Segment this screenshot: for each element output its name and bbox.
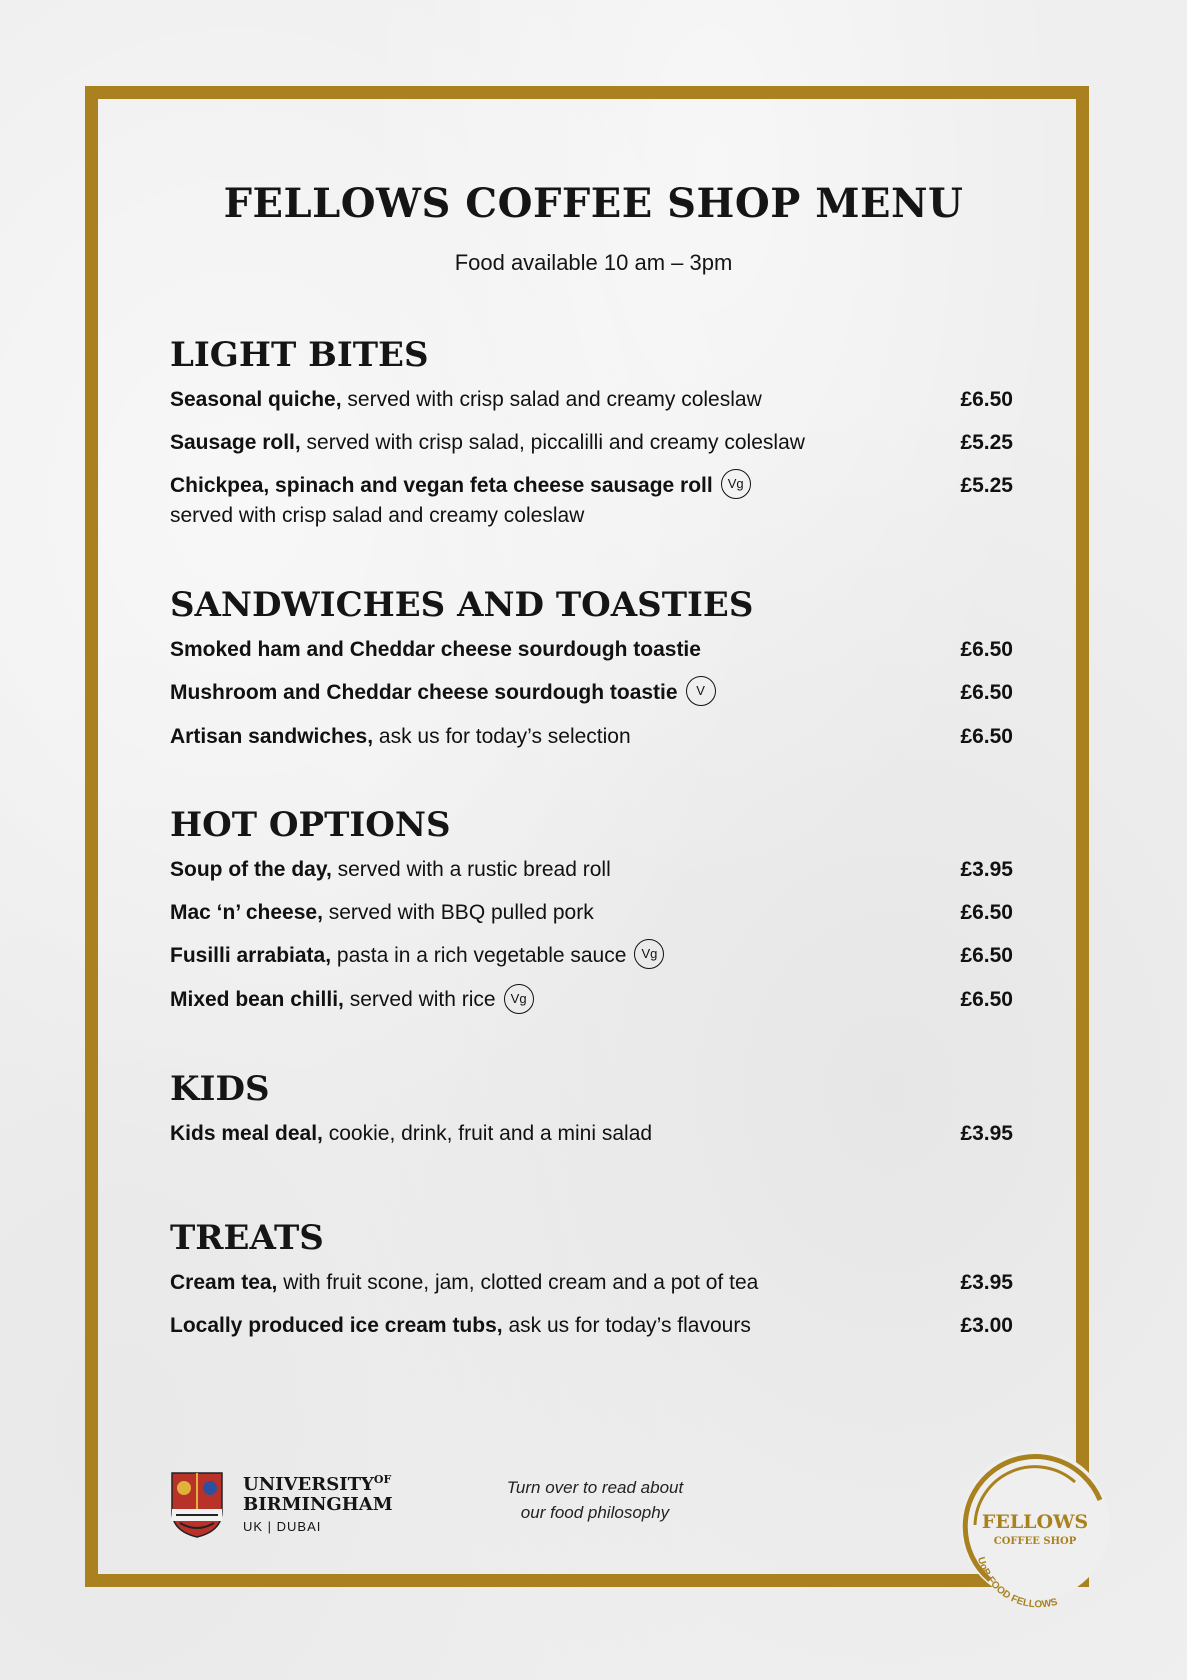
section-hot-options <box>170 803 1013 1030</box>
item-name: Kids meal deal, <box>170 1122 323 1145</box>
item-price: £3.95 <box>960 1122 1013 1145</box>
vegan-badge: Vg <box>634 939 664 969</box>
section-heading: TREATS <box>170 1218 324 1258</box>
section-heading: HOT OPTIONS <box>170 805 451 845</box>
item-description: ask us for today’s selection <box>373 725 631 749</box>
item-name: Mixed bean chilli, <box>170 988 344 1012</box>
item-price: £6.50 <box>960 901 1013 924</box>
menu-item <box>170 385 1013 414</box>
item-name: Soup of the day, <box>170 858 332 881</box>
item-name: Cream tea, <box>170 1271 278 1294</box>
item-name: Chickpea, spinach and vegan feta cheese sausage roll <box>170 474 713 497</box>
item-description: served with crisp salad, piccalilli and creamy coleslaw <box>300 431 805 454</box>
menu-item <box>170 471 1013 530</box>
item-description: served with crisp salad and creamy coleslaw <box>170 504 585 528</box>
menu-item <box>170 678 1013 708</box>
item-price: £6.50 <box>960 388 1013 411</box>
section-sandwiches-toasties <box>170 583 1013 765</box>
item-name: Mac ‘n’ cheese, <box>170 901 323 924</box>
item-price: £5.25 <box>960 431 1013 454</box>
university-crest-icon <box>170 1471 224 1539</box>
menu-item <box>170 855 1013 884</box>
item-description: cookie, drink, fruit and a mini salad <box>322 1122 653 1145</box>
university-wordmark <box>243 1470 393 1539</box>
item-name: Smoked ham and Cheddar cheese sourdough toastie <box>170 638 701 661</box>
university-line3: UK | DUBAI <box>243 1519 322 1534</box>
item-description: ask us for today’s flavours <box>502 1314 751 1337</box>
item-name: Sausage roll, <box>170 431 301 454</box>
section-heading: LIGHT BITES <box>170 335 429 375</box>
vegan-badge: Vg <box>721 469 751 499</box>
university-line2: BIRMINGHAM <box>243 1494 393 1515</box>
item-price: £6.50 <box>960 681 1013 704</box>
menu-item <box>170 428 1013 457</box>
note-line1: Turn over to read about <box>506 1478 684 1497</box>
section-light-bites <box>170 333 1013 544</box>
menu-item <box>170 635 1013 664</box>
item-price: £6.50 <box>960 725 1013 749</box>
item-name: Locally produced ice cream tubs, <box>170 1314 503 1337</box>
section-heading: KIDS <box>170 1069 270 1109</box>
menu-item <box>170 985 1013 1015</box>
item-name: Artisan sandwiches, <box>170 725 374 749</box>
item-description: with fruit scone, jam, clotted cream and a pot of tea <box>277 1271 759 1294</box>
vegan-badge: Vg <box>504 984 534 1014</box>
item-description: served with crisp salad and creamy coleslaw <box>341 388 762 411</box>
menu-item <box>170 941 1013 971</box>
item-price: £3.95 <box>960 1271 1013 1294</box>
item-description: served with a rustic bread roll <box>331 858 611 881</box>
item-description: served with rice <box>343 988 496 1012</box>
item-name: Mushroom and Cheddar cheese sourdough toastie <box>170 681 678 704</box>
logo-line2: COFFEE SHOP <box>993 1536 1077 1547</box>
logo-line1: FELLOWS <box>981 1511 1089 1533</box>
item-price: £5.25 <box>960 474 1013 497</box>
menu-item <box>170 1311 1013 1340</box>
item-name: Seasonal quiche, <box>170 388 342 411</box>
section-treats <box>170 1216 1013 1354</box>
item-price: £6.50 <box>960 944 1013 967</box>
menu-item <box>170 898 1013 927</box>
menu-item <box>170 1268 1013 1297</box>
menu-item <box>170 1119 1013 1148</box>
section-kids <box>170 1067 1013 1162</box>
item-description: served with BBQ pulled pork <box>322 901 594 924</box>
page-title: FELLOWS COFFEE SHOP MENU <box>223 180 964 227</box>
vegetarian-badge: V <box>686 676 716 706</box>
food-hours: Food available 10 am – 3pm <box>454 250 733 275</box>
item-price: £3.95 <box>960 858 1013 881</box>
item-price: £6.50 <box>960 638 1013 661</box>
section-heading: SANDWICHES AND TOASTIES <box>170 585 754 625</box>
item-price: £6.50 <box>960 988 1013 1012</box>
item-name: Fusilli arrabiata, <box>170 944 332 967</box>
logo-ring-text: UoB FOOD FELLOWS <box>974 1555 1059 1610</box>
university-line1: UNIVERSITY <box>243 1474 374 1495</box>
university-of: OF <box>373 1473 392 1486</box>
fellows-coffee-shop-logo <box>950 1440 1120 1610</box>
item-price: £3.00 <box>960 1314 1013 1337</box>
menu-item <box>170 722 1013 751</box>
item-description: pasta in a rich vegetable sauce <box>331 944 627 967</box>
turn-over-note <box>470 1475 720 1525</box>
note-line2: our food philosophy <box>520 1503 670 1522</box>
